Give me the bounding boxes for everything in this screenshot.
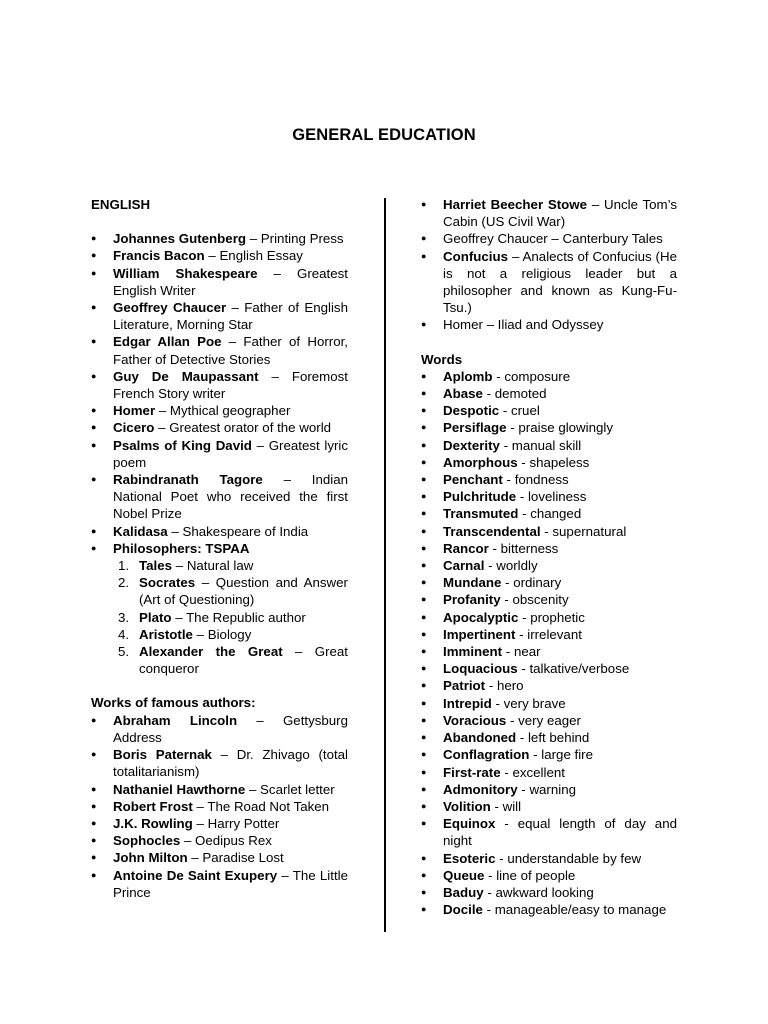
- item-number: 2.: [118, 575, 130, 591]
- left-column: [91, 196, 348, 901]
- entry-separator: -: [500, 592, 513, 608]
- entry-description: Mythical geographer: [169, 403, 291, 419]
- entry-description: fondness: [514, 472, 569, 488]
- entry-description: demoted: [494, 386, 547, 402]
- entry-term: Apocalyptic: [443, 609, 519, 625]
- entry-separator: –: [226, 300, 245, 316]
- entry-term: Tales: [139, 558, 173, 574]
- entry-separator: –: [262, 472, 312, 488]
- entry-description: ordinary: [513, 575, 562, 591]
- column-divider: [384, 198, 386, 932]
- entry-separator: -: [495, 816, 518, 832]
- entry-term: Conflagration: [443, 747, 530, 763]
- entry-term: Kalidasa: [113, 523, 168, 539]
- entry-separator: –: [154, 420, 170, 436]
- list-item: [91, 402, 348, 419]
- list-item: [421, 402, 677, 419]
- entry-description: Biology: [207, 626, 252, 642]
- entry-description: Analects of Confucius (He is not a religious leader but a philosopher and known as Kung-Fu-Tsu.): [443, 248, 677, 316]
- entry-separator: -: [516, 489, 528, 505]
- entry-description: hero: [496, 678, 524, 694]
- entry-description: line of people: [496, 867, 576, 883]
- entry-separator: -: [499, 403, 511, 419]
- entry-term: Equinox: [443, 816, 496, 832]
- entry-separator: –: [192, 815, 208, 831]
- list-item: [421, 574, 677, 591]
- entry-term: Penchant: [443, 472, 503, 488]
- entry-term: Imminent: [443, 644, 503, 660]
- entry-description: supernatural: [552, 523, 627, 539]
- section-heading-works: Works of famous authors:: [91, 695, 256, 711]
- entry-description: near: [513, 644, 541, 660]
- entry-description: Gettysburg Address: [113, 712, 348, 745]
- item-number: 4.: [118, 626, 130, 642]
- list-item: [421, 729, 677, 746]
- entry-term: Carnal: [443, 558, 485, 574]
- list-item: [421, 488, 677, 505]
- entry-description: equal length of day and night: [443, 816, 677, 849]
- list-item: [421, 385, 677, 402]
- entry-term: Aristotle: [139, 626, 193, 642]
- entry-description: manual skill: [511, 437, 582, 453]
- list-item: [421, 867, 677, 884]
- entry-term: Intrepid: [443, 695, 492, 711]
- entry-separator: –: [251, 437, 269, 453]
- entry-description: cruel: [510, 403, 540, 419]
- entry-description: Greatest lyric poem: [113, 437, 348, 470]
- list-item: [91, 849, 348, 866]
- entry-term: Socrates: [139, 575, 196, 591]
- entry-term: Dexterity: [443, 437, 500, 453]
- entry-separator: -: [490, 798, 503, 814]
- entry-term: Geoffrey Chaucer: [113, 300, 227, 316]
- entry-description: changed: [530, 506, 582, 522]
- entry-description: Scarlet letter: [260, 781, 335, 797]
- entry-separator: -: [515, 626, 528, 642]
- entry-term: J.K. Rowling: [113, 815, 193, 831]
- entry-description: very eager: [518, 712, 581, 728]
- entry-description: Indian National Poet who received the first Nobel Prize: [113, 472, 348, 522]
- entry-separator: -: [482, 902, 495, 918]
- entry-separator: -: [529, 747, 542, 763]
- entry-term: Rancor: [443, 540, 489, 556]
- entry-description: left behind: [527, 730, 590, 746]
- list-item: [91, 867, 348, 901]
- list-item: [91, 540, 348, 557]
- list-item: [91, 333, 348, 367]
- list-item: [91, 299, 348, 333]
- list-item: [421, 591, 677, 608]
- entry-separator: -: [500, 764, 513, 780]
- entry-term: First-rate: [443, 764, 501, 780]
- list-item: [421, 815, 677, 849]
- entry-separator: –: [195, 575, 216, 591]
- entry-description: Harry Potter: [207, 815, 280, 831]
- list-item: [421, 643, 677, 660]
- works-list: [91, 712, 348, 901]
- entry-description: bitterness: [500, 540, 559, 556]
- list-item: [421, 419, 677, 436]
- entry-separator: –: [192, 798, 208, 814]
- page-title: GENERAL EDUCATION: [292, 126, 476, 144]
- entry-term: Psalms of King David: [113, 437, 252, 453]
- list-item: [91, 832, 348, 849]
- entry-separator: -: [518, 506, 531, 522]
- entry-description: Question and Answer (Art of Questioning): [139, 575, 348, 608]
- entry-separator: -: [484, 558, 497, 574]
- entry-term: Impertinent: [443, 626, 516, 642]
- entry-separator: -: [484, 867, 497, 883]
- entry-description: manageable/easy to manage: [494, 902, 667, 918]
- list-item: [421, 746, 677, 763]
- entry-term: Robert Frost: [113, 798, 193, 814]
- list-item: [421, 523, 677, 540]
- list-item: [421, 557, 677, 574]
- entry-description: prophetic: [530, 609, 585, 625]
- list-item: [421, 781, 677, 798]
- entry-term: Plato: [139, 609, 172, 625]
- list-item: [91, 471, 348, 523]
- list-item: [91, 230, 348, 247]
- list-item: [421, 850, 677, 867]
- item-number: 3.: [118, 609, 130, 625]
- entry-description: shapeless: [529, 454, 590, 470]
- entry-term: John Milton: [113, 850, 188, 866]
- entry-separator: –: [221, 334, 244, 350]
- list-item: [91, 712, 348, 746]
- entry-description: composure: [504, 368, 571, 384]
- entry-separator: –: [277, 867, 293, 883]
- entry-separator: –: [257, 265, 297, 281]
- entry-term: Voracious: [443, 712, 507, 728]
- entry-term: Transcendental: [443, 523, 541, 539]
- list-item: [421, 901, 677, 918]
- entry-description: very brave: [503, 695, 566, 711]
- list-item: [91, 419, 348, 436]
- entry-term: Cicero: [113, 420, 155, 436]
- works-list-continued: [421, 196, 677, 334]
- entry-separator: -: [516, 730, 528, 746]
- entry-term: Loquacious: [443, 661, 518, 677]
- entry-term: Guy De Maupassant: [113, 368, 259, 384]
- entry-separator: -: [483, 884, 496, 900]
- entry-term: Boris Paternak: [113, 747, 212, 763]
- entry-term: Abandoned: [443, 730, 517, 746]
- item-number: 5.: [118, 644, 130, 660]
- entry-separator: -: [518, 609, 531, 625]
- item-number: 1.: [118, 558, 130, 574]
- list-item: [91, 265, 348, 299]
- entry-term: Nathaniel Hawthorne: [113, 781, 246, 797]
- philosophers-list: [91, 557, 348, 677]
- entry-separator: -: [492, 368, 505, 384]
- entry-term: Amorphous: [443, 454, 518, 470]
- entry-term: William Shakespeare: [113, 265, 258, 281]
- entry-separator: –: [187, 850, 203, 866]
- entry-term: Alexander the Great: [139, 644, 283, 660]
- entry-separator: –: [245, 781, 261, 797]
- entry-description: praise glowingly: [518, 420, 614, 436]
- entry-separator: -: [540, 523, 553, 539]
- entry-term: Patriot: [443, 678, 486, 694]
- list-item: [421, 368, 677, 385]
- entry-description: English Essay: [219, 248, 303, 264]
- entry-separator: –: [211, 747, 237, 763]
- list-item: [91, 437, 348, 471]
- right-column: [421, 196, 677, 918]
- entry-description: Oedipus Rex: [195, 833, 272, 849]
- entry-term: Volition: [443, 798, 491, 814]
- entry-separator: –: [204, 248, 220, 264]
- entry-separator: –: [172, 558, 187, 574]
- list-item: [421, 626, 677, 643]
- list-item: [91, 798, 348, 815]
- entry-term: Philosophers: TSPAA: [113, 540, 250, 556]
- entry-separator: -: [488, 540, 501, 556]
- english-list: [91, 230, 348, 557]
- entry-term: Queue: [443, 867, 485, 883]
- entry-term: Harriet Beecher Stowe: [443, 197, 588, 212]
- list-item: [421, 437, 677, 454]
- entry-separator: –: [258, 368, 292, 384]
- entry-term: Esoteric: [443, 850, 496, 866]
- entry-separator: -: [517, 781, 530, 797]
- entry-term: Docile: [443, 902, 483, 918]
- entry-separator: –: [167, 523, 183, 539]
- list-item: [421, 196, 677, 230]
- list-item: [421, 471, 677, 488]
- entry-description: understandable by few: [507, 850, 642, 866]
- numbered-item: [91, 557, 348, 574]
- list-item: [421, 660, 677, 677]
- entry-description: Greatest English Writer: [113, 265, 348, 298]
- entry-separator: –: [508, 248, 523, 264]
- entry-term: Francis Bacon: [113, 248, 205, 264]
- entry-description: Paradise Lost: [202, 850, 284, 866]
- list-item: [421, 540, 677, 557]
- list-item: [91, 781, 348, 798]
- entry-description: Foremost French Story writer: [113, 368, 348, 402]
- list-item: [421, 712, 677, 729]
- list-item: [421, 695, 677, 712]
- entry-description: Printing Press: [260, 231, 344, 247]
- entry-separator: –: [155, 403, 170, 419]
- entry-separator: –: [237, 712, 283, 728]
- entry-description: Dr. Zhivago (total totalitarianism): [113, 747, 349, 780]
- entry-description: The Republic author: [186, 609, 306, 625]
- entry-separator: -: [517, 661, 530, 677]
- entry-separator: -: [482, 386, 495, 402]
- entry-separator: –: [587, 197, 604, 212]
- entry-description: will: [502, 798, 522, 814]
- entry-separator: -: [485, 678, 497, 694]
- entry-description: Great conqueror: [139, 644, 348, 677]
- numbered-item: [91, 609, 348, 626]
- list-item: [421, 677, 677, 694]
- entry-description: Greatest orator of the world: [169, 420, 332, 436]
- list-item: [91, 746, 348, 780]
- entry-term: Admonitory: [443, 781, 518, 797]
- entry-description: Geoffrey Chaucer – Canterbury Tales: [443, 231, 663, 247]
- entry-description: Shakespeare of India: [182, 523, 309, 539]
- entry-description: Uncle Tom’s Cabin (US Civil War): [443, 197, 677, 230]
- section-heading-english: ENGLISH: [91, 197, 151, 212]
- entry-separator: –: [282, 644, 315, 660]
- entry-term: Mundane: [443, 575, 502, 591]
- entry-term: Sophocles: [113, 833, 181, 849]
- entry-separator: -: [517, 454, 530, 470]
- entry-description: Father of English Literature, Morning Star: [113, 300, 348, 333]
- entry-separator: –: [180, 833, 196, 849]
- entry-term: Transmuted: [443, 506, 519, 522]
- list-item: [421, 798, 677, 815]
- entry-separator: -: [491, 695, 504, 711]
- entry-term: Edgar Allan Poe: [113, 334, 222, 350]
- numbered-item: [91, 626, 348, 643]
- entry-description: worldly: [496, 558, 538, 574]
- list-item: [421, 884, 677, 901]
- entry-description: large fire: [541, 747, 593, 763]
- entry-separator: –: [171, 609, 187, 625]
- entry-separator: -: [502, 472, 515, 488]
- entry-description: The Road Not Taken: [207, 798, 330, 814]
- entry-term: Persiflage: [443, 420, 507, 436]
- entry-term: Rabindranath Tagore: [113, 472, 263, 488]
- entry-term: Homer: [113, 403, 156, 419]
- list-item: [421, 764, 677, 781]
- entry-description: Natural law: [186, 558, 254, 574]
- entry-term: Johannes Gutenberg: [113, 231, 246, 247]
- entry-term: Baduy: [443, 884, 484, 900]
- entry-term: Confucius: [443, 248, 509, 264]
- entry-separator: -: [502, 644, 514, 660]
- entry-term: Profanity: [443, 592, 501, 608]
- numbered-item: [91, 643, 348, 677]
- words-list: [421, 368, 677, 919]
- entry-term: Aplomb: [443, 368, 493, 384]
- entry-description: Homer – Iliad and Odyssey: [443, 317, 604, 333]
- section-heading-words: Words: [421, 351, 463, 367]
- list-item: [91, 247, 348, 264]
- entry-description: irrelevant: [527, 626, 582, 642]
- list-item: [91, 815, 348, 832]
- list-item: [421, 505, 677, 522]
- entry-description: Father of Horror, Father of Detective Stories: [113, 334, 348, 367]
- entry-separator: -: [506, 420, 519, 436]
- entry-separator: -: [506, 712, 519, 728]
- entry-term: Despotic: [443, 403, 500, 419]
- entry-term: Abase: [443, 386, 483, 402]
- entry-description: obscenity: [512, 592, 569, 608]
- list-item: [421, 230, 677, 247]
- entry-separator: –: [192, 626, 208, 642]
- entry-description: excellent: [512, 764, 565, 780]
- list-item: [421, 316, 677, 333]
- entry-term: Antoine De Saint Exupery: [113, 867, 278, 883]
- entry-description: The Little Prince: [113, 867, 348, 900]
- entry-term: Abraham Lincoln: [113, 712, 238, 728]
- entry-description: loveliness: [527, 489, 587, 505]
- list-item: [421, 248, 677, 317]
- numbered-item: [91, 574, 348, 608]
- list-item: [421, 609, 677, 626]
- list-item: [421, 454, 677, 471]
- entry-separator: –: [246, 231, 261, 247]
- entry-description: talkative/verbose: [529, 661, 630, 677]
- entry-separator: -: [495, 850, 508, 866]
- entry-term: Pulchritude: [443, 489, 517, 505]
- list-item: [91, 523, 348, 540]
- list-item: [91, 368, 348, 402]
- entry-separator: -: [499, 437, 512, 453]
- entry-separator: -: [501, 575, 514, 591]
- entry-description: awkward looking: [495, 884, 594, 900]
- entry-description: warning: [529, 781, 577, 797]
